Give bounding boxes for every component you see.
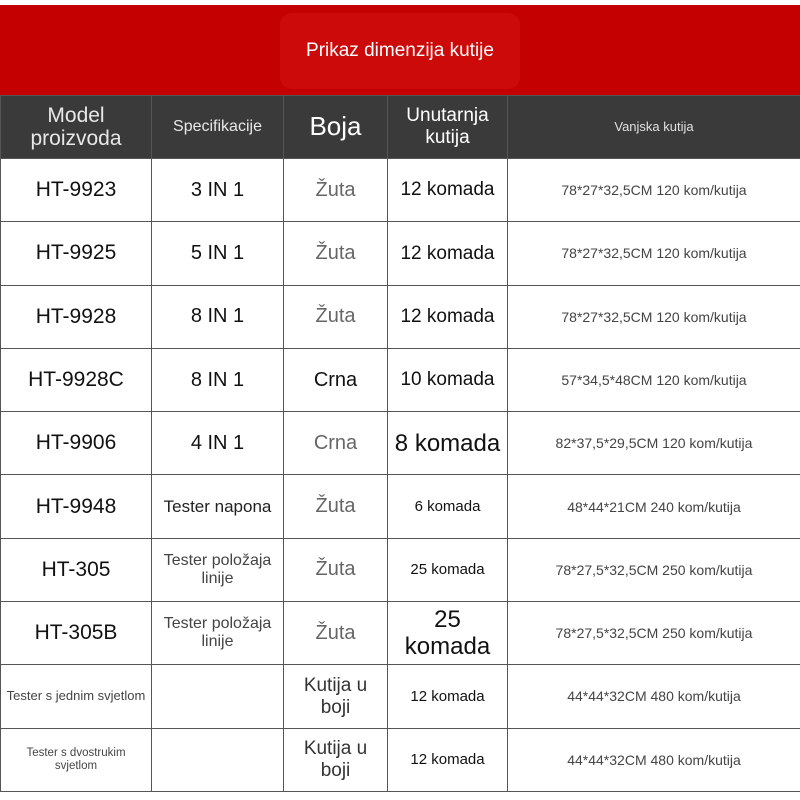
header-spec: Specifikacije xyxy=(152,96,284,159)
cell-color: Crna xyxy=(284,412,388,475)
header-inner-box: Unutarnja kutija xyxy=(388,96,508,159)
cell-outer-box: 78*27*32,5CM 120 kom/kutija xyxy=(508,222,800,285)
cell-inner-box: 12 komada xyxy=(388,728,508,791)
cell-spec: Tester napona xyxy=(152,475,284,538)
cell-model: HT-9928 xyxy=(1,285,152,348)
cell-outer-box: 78*27,5*32,5CM 250 kom/kutija xyxy=(508,538,800,601)
cell-color: Kutija u boji xyxy=(284,728,388,791)
cell-outer-box: 78*27*32,5CM 120 kom/kutija xyxy=(508,159,800,222)
cell-outer-box: 44*44*32CM 480 kom/kutija xyxy=(508,665,800,728)
cell-inner-box: 12 komada xyxy=(388,285,508,348)
cell-inner-box: 6 komada xyxy=(388,475,508,538)
cell-spec: 4 IN 1 xyxy=(152,412,284,475)
cell-outer-box: 44*44*32CM 480 kom/kutija xyxy=(508,728,800,791)
cell-model: Tester s dvostrukim svjetlom xyxy=(1,728,152,791)
cell-model: HT-305B xyxy=(1,602,152,665)
cell-outer-box: 78*27*32,5CM 120 kom/kutija xyxy=(508,285,800,348)
cell-inner-box: 10 komada xyxy=(388,348,508,411)
table-row xyxy=(1,602,800,665)
title-banner xyxy=(0,5,800,95)
cell-model: HT-305 xyxy=(1,538,152,601)
cell-model: HT-9948 xyxy=(1,475,152,538)
table-row xyxy=(1,285,800,348)
cell-inner-box: 25 komada xyxy=(388,602,508,665)
cell-model: Tester s jednim svjetlom xyxy=(1,665,152,728)
cell-spec: 8 IN 1 xyxy=(152,348,284,411)
cell-spec: Tester položaja linije xyxy=(152,538,284,601)
cell-color: Žuta xyxy=(284,222,388,285)
table-row xyxy=(1,538,800,601)
header-outer-box: Vanjska kutija xyxy=(508,96,800,159)
table-row xyxy=(1,412,800,475)
cell-model: HT-9928C xyxy=(1,348,152,411)
box-dimensions-table xyxy=(0,95,800,792)
cell-inner-box: 12 komada xyxy=(388,665,508,728)
header-model: Model proizvoda xyxy=(1,96,152,159)
cell-model: HT-9906 xyxy=(1,412,152,475)
cell-model: HT-9925 xyxy=(1,222,152,285)
cell-inner-box: 8 komada xyxy=(388,412,508,475)
cell-spec: 8 IN 1 xyxy=(152,285,284,348)
table-row xyxy=(1,665,800,728)
table-row xyxy=(1,475,800,538)
table-row xyxy=(1,159,800,222)
cell-inner-box: 12 komada xyxy=(388,159,508,222)
header-row xyxy=(1,96,800,159)
cell-inner-box: 25 komada xyxy=(388,538,508,601)
cell-color: Žuta xyxy=(284,159,388,222)
cell-inner-box: 12 komada xyxy=(388,222,508,285)
table-row xyxy=(1,348,800,411)
cell-outer-box: 57*34,5*48CM 120 kom/kutija xyxy=(508,348,800,411)
cell-color: Žuta xyxy=(284,475,388,538)
cell-color: Žuta xyxy=(284,538,388,601)
cell-color: Kutija u boji xyxy=(284,665,388,728)
header-color: Boja xyxy=(284,96,388,159)
cell-model: HT-9923 xyxy=(1,159,152,222)
table-row xyxy=(1,728,800,791)
cell-spec: 5 IN 1 xyxy=(152,222,284,285)
cell-outer-box: 82*37,5*29,5CM 120 kom/kutija xyxy=(508,412,800,475)
cell-color: Žuta xyxy=(284,285,388,348)
cell-spec xyxy=(152,728,284,791)
cell-outer-box: 78*27,5*32,5CM 250 kom/kutija xyxy=(508,602,800,665)
table-row xyxy=(1,222,800,285)
cell-spec xyxy=(152,665,284,728)
cell-spec: Tester položaja linije xyxy=(152,602,284,665)
cell-color: Crna xyxy=(284,348,388,411)
cell-outer-box: 48*44*21CM 240 kom/kutija xyxy=(508,475,800,538)
cell-color: Žuta xyxy=(284,602,388,665)
cell-spec: 3 IN 1 xyxy=(152,159,284,222)
page-title: Prikaz dimenzija kutije xyxy=(280,13,520,89)
